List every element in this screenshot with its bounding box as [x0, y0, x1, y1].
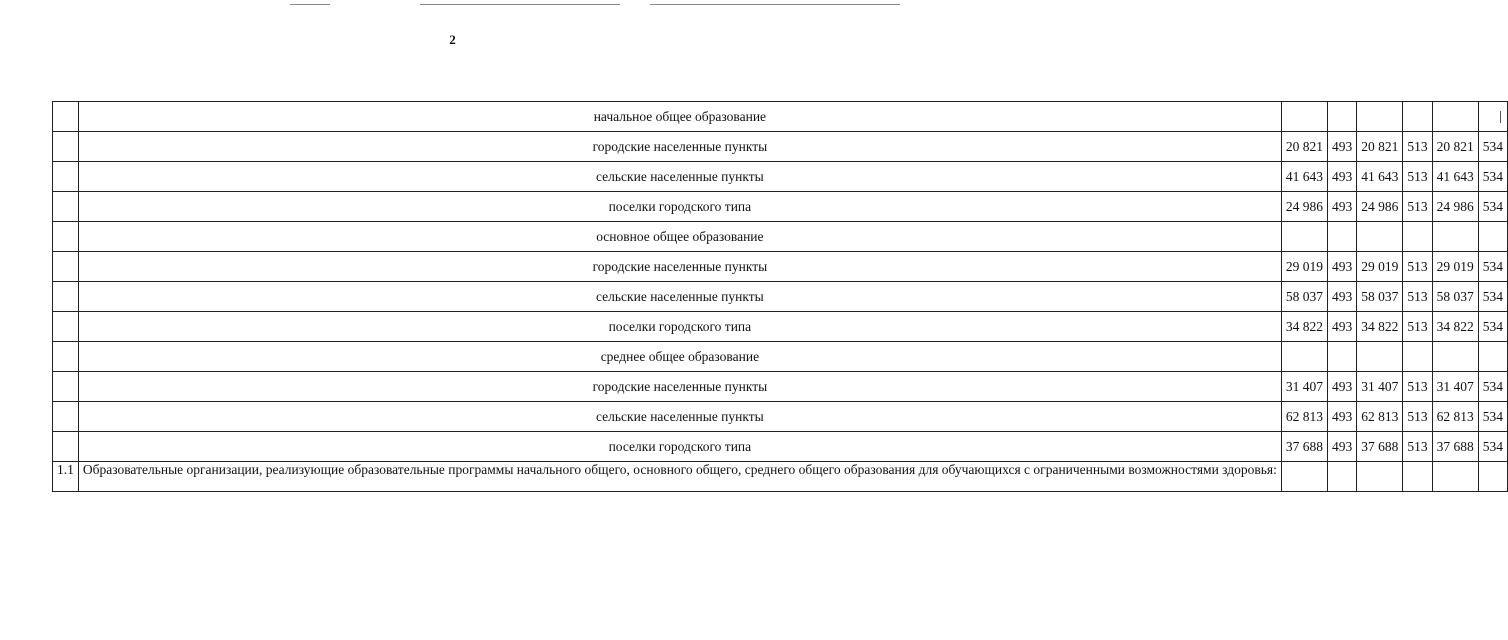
row-number-cell — [53, 402, 79, 432]
value-cell: 24 986 — [1281, 192, 1327, 222]
row-name-cell: городские населенные пункты — [78, 132, 1281, 162]
value-cell — [1328, 342, 1357, 372]
row-number-cell — [53, 162, 79, 192]
row-number-cell — [53, 192, 79, 222]
table-row — [53, 192, 1508, 222]
table-row — [53, 222, 1508, 252]
table-body — [53, 102, 1508, 492]
row-name-cell: начальное общее образование — [78, 102, 1281, 132]
value-cell — [1432, 462, 1478, 492]
value-cell: 20 821 — [1432, 132, 1478, 162]
value-cell — [1357, 222, 1403, 252]
value-cell: 24 986 — [1432, 192, 1478, 222]
value-cell: 62 813 — [1281, 402, 1327, 432]
value-cell: 534 — [1478, 252, 1507, 282]
value-cell: 513 — [1403, 432, 1432, 462]
row-number-cell — [53, 312, 79, 342]
table-row — [53, 132, 1508, 162]
row-number-cell — [53, 282, 79, 312]
value-cell: 493 — [1328, 402, 1357, 432]
value-cell: 20 821 — [1357, 132, 1403, 162]
value-cell: 31 407 — [1357, 372, 1403, 402]
value-cell: 58 037 — [1357, 282, 1403, 312]
table-row — [53, 462, 1508, 492]
row-name-cell: сельские населенные пункты — [78, 162, 1281, 192]
row-name-cell: Образовательные организации, реализующие образовательные программы начального общего, основного общего, среднего общего образования для обучающихся с ограниченными возможностями здоровья: — [78, 462, 1281, 492]
value-cell: 29 019 — [1281, 252, 1327, 282]
value-cell — [1281, 342, 1327, 372]
value-cell: 493 — [1328, 432, 1357, 462]
value-cell: 534 — [1478, 312, 1507, 342]
value-cell: 534 — [1478, 192, 1507, 222]
row-name-cell: поселки городского типа — [78, 432, 1281, 462]
row-number-cell — [53, 432, 79, 462]
value-cell — [1432, 102, 1478, 132]
value-cell — [1478, 102, 1507, 132]
value-cell — [1328, 102, 1357, 132]
value-cell: 513 — [1403, 312, 1432, 342]
table-row — [53, 402, 1508, 432]
value-cell — [1403, 462, 1432, 492]
value-cell — [1403, 102, 1432, 132]
value-cell — [1478, 222, 1507, 252]
value-cell: 493 — [1328, 162, 1357, 192]
value-cell — [1281, 222, 1327, 252]
value-cell: 34 822 — [1281, 312, 1327, 342]
value-cell: 534 — [1478, 132, 1507, 162]
value-cell: 493 — [1328, 252, 1357, 282]
value-cell: 513 — [1403, 132, 1432, 162]
value-cell — [1478, 342, 1507, 372]
row-name-cell: поселки городского типа — [78, 312, 1281, 342]
value-cell: 34 822 — [1357, 312, 1403, 342]
row-number-cell — [53, 222, 79, 252]
value-cell: 31 407 — [1432, 372, 1478, 402]
value-cell: 493 — [1328, 312, 1357, 342]
value-cell: 29 019 — [1357, 252, 1403, 282]
value-cell: 29 019 — [1432, 252, 1478, 282]
row-number-cell — [53, 372, 79, 402]
value-cell: 493 — [1328, 192, 1357, 222]
value-cell: 31 407 — [1281, 372, 1327, 402]
value-cell: 62 813 — [1432, 402, 1478, 432]
value-cell: 534 — [1478, 372, 1507, 402]
table-row — [53, 312, 1508, 342]
scan-top-line-3 — [650, 4, 900, 5]
value-cell — [1357, 462, 1403, 492]
value-cell: 62 813 — [1357, 402, 1403, 432]
value-cell — [1478, 462, 1507, 492]
value-cell: 513 — [1403, 252, 1432, 282]
value-cell — [1357, 342, 1403, 372]
value-cell: 41 643 — [1432, 162, 1478, 192]
row-number-cell — [53, 132, 79, 162]
value-cell: 24 986 — [1357, 192, 1403, 222]
row-name-cell: основное общее образование — [78, 222, 1281, 252]
value-cell: 20 821 — [1281, 132, 1327, 162]
value-cell: 493 — [1328, 132, 1357, 162]
value-cell: 534 — [1478, 432, 1507, 462]
value-cell: 37 688 — [1432, 432, 1478, 462]
table-row — [53, 372, 1508, 402]
row-name-cell: сельские населенные пункты — [78, 282, 1281, 312]
value-cell — [1328, 462, 1357, 492]
value-cell: 513 — [1403, 282, 1432, 312]
value-cell: 534 — [1478, 162, 1507, 192]
value-cell: 37 688 — [1357, 432, 1403, 462]
value-cell — [1328, 222, 1357, 252]
row-name-cell: городские населенные пункты — [78, 252, 1281, 282]
value-cell — [1432, 222, 1478, 252]
row-name-cell: среднее общее образование — [78, 342, 1281, 372]
row-number-cell: 1.1 — [53, 462, 79, 492]
value-cell: 534 — [1478, 282, 1507, 312]
value-cell — [1281, 462, 1327, 492]
value-cell — [1403, 222, 1432, 252]
row-number-cell — [53, 102, 79, 132]
value-cell: 513 — [1403, 402, 1432, 432]
value-cell: 41 643 — [1281, 162, 1327, 192]
row-name-cell: городские населенные пункты — [78, 372, 1281, 402]
data-table — [52, 101, 1508, 492]
scan-top-line-1 — [290, 4, 330, 5]
row-number-cell — [53, 342, 79, 372]
value-cell: 41 643 — [1357, 162, 1403, 192]
value-cell: 493 — [1328, 372, 1357, 402]
table-row — [53, 162, 1508, 192]
value-cell: 513 — [1403, 192, 1432, 222]
row-number-cell — [53, 252, 79, 282]
value-cell: 534 — [1478, 402, 1507, 432]
table-row — [53, 282, 1508, 312]
value-cell: 37 688 — [1281, 432, 1327, 462]
row-name-cell: поселки городского типа — [78, 192, 1281, 222]
table-row — [53, 342, 1508, 372]
value-cell — [1432, 342, 1478, 372]
value-cell: 513 — [1403, 162, 1432, 192]
value-cell: 58 037 — [1281, 282, 1327, 312]
scan-top-line-2 — [420, 4, 620, 5]
value-cell — [1357, 102, 1403, 132]
value-cell: 493 — [1328, 282, 1357, 312]
value-cell — [1281, 102, 1327, 132]
value-cell — [1403, 342, 1432, 372]
table-row — [53, 252, 1508, 282]
page-number: 2 — [449, 32, 456, 47]
row-name-cell: сельские населенные пункты — [78, 402, 1281, 432]
value-cell: 513 — [1403, 372, 1432, 402]
table-row — [53, 102, 1508, 132]
table-row — [53, 432, 1508, 462]
scan-mark-icon — [1500, 111, 1501, 123]
value-cell: 34 822 — [1432, 312, 1478, 342]
value-cell: 58 037 — [1432, 282, 1478, 312]
